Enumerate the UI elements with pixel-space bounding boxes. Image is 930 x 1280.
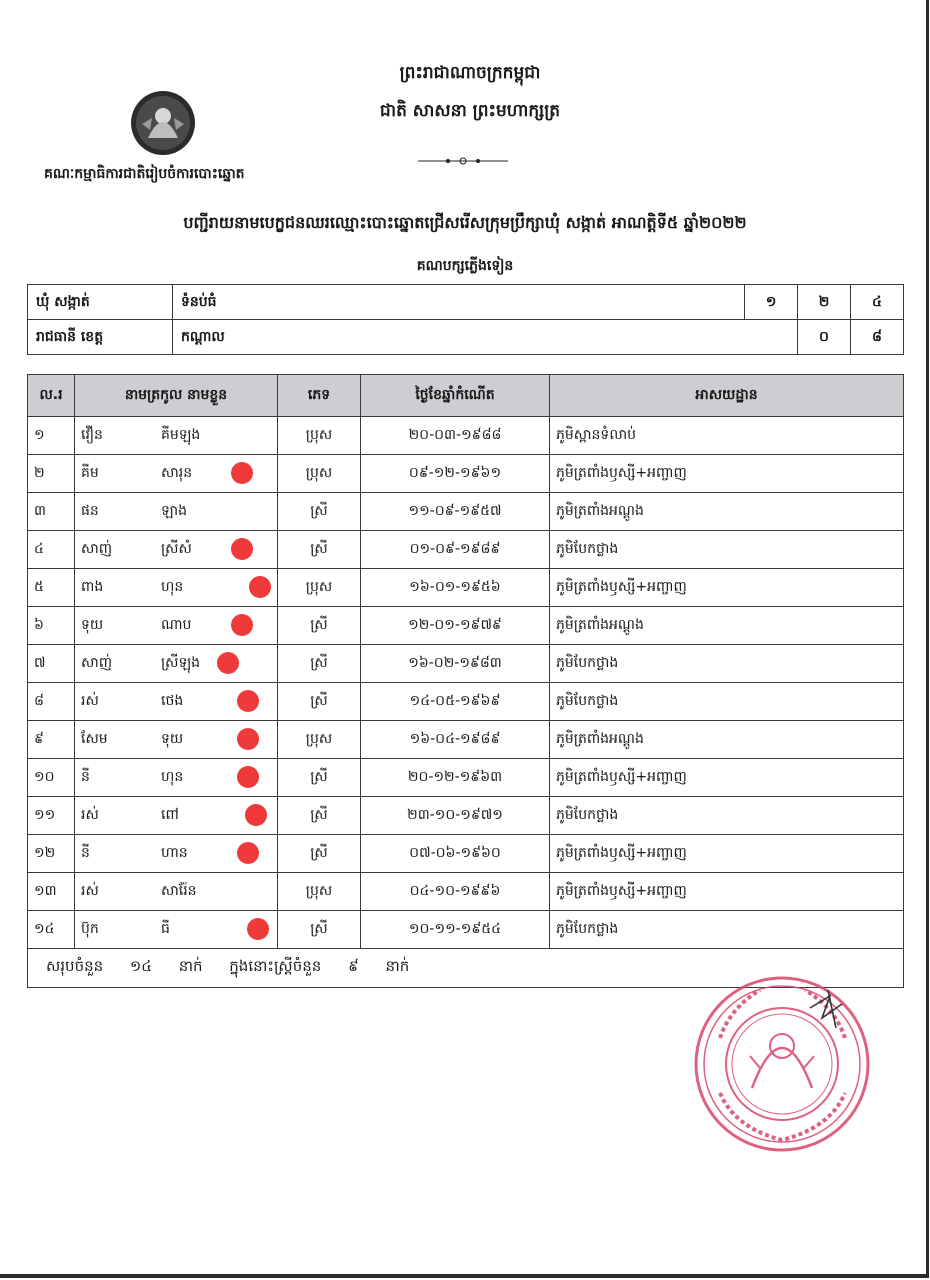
candidate-dob: ០៧-០៦-១៩៦០ — [361, 835, 550, 873]
candidate-name-cell — [75, 911, 278, 949]
red-dot-marker-icon — [231, 614, 253, 636]
province-code: ០ — [798, 320, 851, 355]
table-row — [28, 797, 904, 835]
candidate-address: ភូមិត្រពាំងឫស្សី+អញ្ចាញ — [550, 873, 904, 911]
header-dob: ថ្ងៃខែឆ្នាំកំណើត — [361, 375, 550, 417]
candidate-dob: ១៤-០៥-១៩៦៩ — [361, 683, 550, 721]
candidate-name-cell — [75, 531, 278, 569]
candidate-name — [81, 455, 271, 492]
table-row — [28, 493, 904, 531]
row-number: ១៤ — [28, 911, 75, 949]
candidate-sex: ស្រី — [278, 759, 361, 797]
nec-emblem-icon — [128, 88, 198, 158]
given-name: ទុយ — [161, 731, 184, 747]
candidate-sex: ប្រុស — [278, 417, 361, 455]
red-dot-marker-icon — [247, 918, 269, 940]
row-number: ១០ — [28, 759, 75, 797]
red-dot-marker-icon — [237, 766, 259, 788]
family-name: ទុយ — [81, 617, 104, 633]
candidate-name — [81, 797, 271, 834]
table-row — [28, 759, 904, 797]
total-label: សរុបចំនួន — [46, 957, 104, 975]
province-code: ៨ — [851, 320, 904, 355]
women-unit: នាក់ — [385, 957, 410, 975]
family-name: នី — [81, 769, 90, 785]
candidate-name — [81, 835, 271, 872]
candidate-address: ភូមិបែកថ្លាង — [550, 531, 904, 569]
table-row — [28, 417, 904, 455]
red-dot-marker-icon — [249, 576, 271, 598]
candidate-dob: ០១-០៩-១៩៨៩ — [361, 531, 550, 569]
province-row — [28, 320, 904, 355]
table-row — [28, 873, 904, 911]
candidate-sex: ប្រុស — [278, 873, 361, 911]
candidate-sex: ស្រី — [278, 835, 361, 873]
candidate-address: ភូមិបែកថ្លាង — [550, 797, 904, 835]
total-count: ១៤ — [129, 957, 152, 975]
row-number: ៦ — [28, 607, 75, 645]
candidate-address: ភូមិត្រពាំងអណ្ដូង — [550, 721, 904, 759]
candidate-name-cell — [75, 759, 278, 797]
candidate-address: ភូមិត្រពាំងឫស្សី+អញ្ចាញ — [550, 835, 904, 873]
party-name: គណបក្សភ្លើងទៀន — [416, 258, 514, 274]
given-name: ស្រីឡុង — [161, 655, 201, 671]
candidate-name-cell — [75, 721, 278, 759]
candidate-address: ភូមិបែកថ្លាង — [550, 645, 904, 683]
kingdom-heading: ព្រះរាជាណាចក្រកម្ពុជា — [399, 63, 541, 83]
table-row — [28, 835, 904, 873]
table-row — [28, 607, 904, 645]
row-number: ១២ — [28, 835, 75, 873]
candidate-address: ភូមិបែកថ្លាង — [550, 683, 904, 721]
location-table — [27, 284, 904, 355]
candidate-name-cell — [75, 645, 278, 683]
family-name: នី — [81, 845, 90, 861]
candidate-sex: ស្រី — [278, 911, 361, 949]
candidate-name — [81, 569, 271, 606]
candidate-dob: ០៤-១០-១៩៩៦ — [361, 873, 550, 911]
table-row — [28, 721, 904, 759]
candidate-address: ភូមិត្រពាំងឫស្សី+អញ្ចាញ — [550, 455, 904, 493]
candidate-name-cell — [75, 835, 278, 873]
given-name: ស្រីសំ — [161, 541, 192, 557]
given-name: ឡាង — [161, 503, 187, 519]
committee-name: គណៈកម្មាធិការជាតិរៀបចំការបោះឆ្នោត — [44, 166, 245, 182]
row-number: ៧ — [28, 645, 75, 683]
given-name: ថេង — [161, 693, 184, 709]
given-name: ធី — [161, 921, 170, 937]
family-name: ពាង — [81, 579, 104, 595]
candidate-sex: ស្រី — [278, 531, 361, 569]
candidate-name — [81, 683, 271, 720]
candidate-name-cell — [75, 493, 278, 531]
candidate-name — [81, 417, 271, 454]
province-label: រាជធានី ខេត្ត — [28, 320, 173, 355]
candidate-name — [81, 645, 271, 682]
row-number: ៣ — [28, 493, 75, 531]
family-name: សាញ់ — [81, 541, 113, 557]
red-dot-marker-icon — [245, 804, 267, 826]
candidate-table — [27, 374, 904, 988]
table-row — [28, 911, 904, 949]
commune-row — [28, 285, 904, 320]
table-row — [28, 569, 904, 607]
candidate-address: ភូមិត្រពាំងឫស្សី+អញ្ចាញ — [550, 759, 904, 797]
candidate-dob: ១៦-០២-១៩៨៣ — [361, 645, 550, 683]
row-number: ៩ — [28, 721, 75, 759]
table-body — [28, 417, 904, 949]
candidate-dob: ១២-០១-១៩៧៩ — [361, 607, 550, 645]
given-name: ហុន — [161, 579, 184, 595]
official-seal-icon — [690, 968, 875, 1158]
candidate-dob: ១០-១១-១៩៥៤ — [361, 911, 550, 949]
candidate-address: ភូមិត្រពាំងអណ្ដូង — [550, 493, 904, 531]
given-name: ហាន — [161, 845, 188, 861]
red-dot-marker-icon — [237, 728, 259, 750]
row-number: ៤ — [28, 531, 75, 569]
candidate-name — [81, 759, 271, 796]
header-address: អាសយដ្ឋាន — [550, 375, 904, 417]
given-name: សារ៉ែន — [161, 883, 197, 899]
family-name: សែម — [81, 731, 108, 747]
table-row — [28, 531, 904, 569]
header-no: ល.រ — [28, 375, 75, 417]
candidate-name-cell — [75, 455, 278, 493]
family-name: ប៊ុក — [81, 921, 99, 937]
candidate-sex: ស្រី — [278, 645, 361, 683]
ornament-divider — [418, 156, 508, 166]
women-label: ក្នុងនោះស្ត្រីចំនួន — [229, 957, 322, 975]
row-number: ៨ — [28, 683, 75, 721]
red-dot-marker-icon — [217, 652, 239, 674]
table-row — [28, 645, 904, 683]
family-name: គីម — [81, 465, 99, 481]
given-name: គីមឡុង — [161, 427, 201, 443]
row-number: ៥ — [28, 569, 75, 607]
family-name: រស់ — [81, 693, 99, 709]
family-name: សាញ់ — [81, 655, 113, 671]
candidate-sex: ស្រី — [278, 493, 361, 531]
candidate-dob: ១៦-០១-១៩៥៦ — [361, 569, 550, 607]
family-name: រស់ — [81, 883, 99, 899]
table-row — [28, 683, 904, 721]
candidate-name — [81, 493, 271, 530]
women-count: ៩ — [348, 957, 359, 975]
candidate-name — [81, 873, 271, 910]
national-motto: ជាតិ សាសនា ព្រះមហាក្សត្រ — [379, 101, 561, 121]
province-value: កណ្ដាល — [173, 320, 798, 355]
candidate-name — [81, 911, 271, 948]
candidate-sex: ប្រុស — [278, 455, 361, 493]
given-name: ពៅ — [161, 807, 179, 823]
row-number: ១១ — [28, 797, 75, 835]
candidate-name-cell — [75, 607, 278, 645]
given-name: ណាប — [161, 617, 192, 633]
candidate-dob: ១១-០៩-១៩៥៧ — [361, 493, 550, 531]
row-number: ២ — [28, 455, 75, 493]
candidate-dob: ០៩-១២-១៩៦១ — [361, 455, 550, 493]
red-dot-marker-icon — [237, 690, 259, 712]
commune-value: ទំនប់ធំ — [173, 285, 745, 320]
red-dot-marker-icon — [231, 538, 253, 560]
candidate-dob: ២០-១២-១៩៦៣ — [361, 759, 550, 797]
family-name: រស់ — [81, 807, 99, 823]
candidate-address: ភូមិបែកថ្លាង — [550, 911, 904, 949]
candidate-name — [81, 607, 271, 644]
given-name: ហុន — [161, 769, 184, 785]
candidate-name-cell — [75, 569, 278, 607]
total-unit: នាក់ — [178, 957, 203, 975]
candidate-dob: ១៦-០៤-១៩៨៩ — [361, 721, 550, 759]
candidate-name — [81, 721, 271, 758]
candidate-name-cell — [75, 797, 278, 835]
family-name: ផន — [81, 503, 99, 519]
row-number: ១៣ — [28, 873, 75, 911]
candidate-sex: ប្រុស — [278, 721, 361, 759]
given-name: សារុន — [161, 465, 193, 481]
header-name: នាមត្រកូល នាមខ្លួន — [75, 375, 278, 417]
candidate-dob: ២០-០៣-១៩៨៨ — [361, 417, 550, 455]
candidate-sex: ស្រី — [278, 683, 361, 721]
red-dot-marker-icon — [237, 842, 259, 864]
family-name: វឿន — [81, 427, 103, 443]
candidate-address: ភូមិត្រពាំងអណ្ដូង — [550, 607, 904, 645]
commune-code: ១ — [745, 285, 798, 320]
candidate-name-cell — [75, 417, 278, 455]
document-title: បញ្ជីរាយនាមបេក្ខជនឈរឈ្មោះបោះឆ្នោតជ្រើសរើសក្រុមប្រឹក្សាឃុំ សង្កាត់ អាណត្តិទី៥ ឆ្នាំ២០២២ — [183, 213, 747, 232]
candidate-address: ភូមិត្រពាំងឫស្សី+អញ្ចាញ — [550, 569, 904, 607]
commune-code: ៤ — [851, 285, 904, 320]
row-number: ១ — [28, 417, 75, 455]
red-dot-marker-icon — [231, 462, 253, 484]
candidate-address: ភូមិស្ពានទំលាប់ — [550, 417, 904, 455]
table-row — [28, 455, 904, 493]
candidate-name-cell — [75, 683, 278, 721]
candidate-dob: ២៣-១០-១៩៧១ — [361, 797, 550, 835]
header-sex: ភេទ — [278, 375, 361, 417]
candidate-sex: ស្រី — [278, 607, 361, 645]
candidate-name — [81, 531, 271, 568]
candidate-name-cell — [75, 873, 278, 911]
commune-code: ២ — [798, 285, 851, 320]
candidate-sex: ប្រុស — [278, 569, 361, 607]
commune-label: ឃុំ សង្កាត់ — [28, 285, 173, 320]
table-header-row — [28, 375, 904, 417]
candidate-sex: ស្រី — [278, 797, 361, 835]
